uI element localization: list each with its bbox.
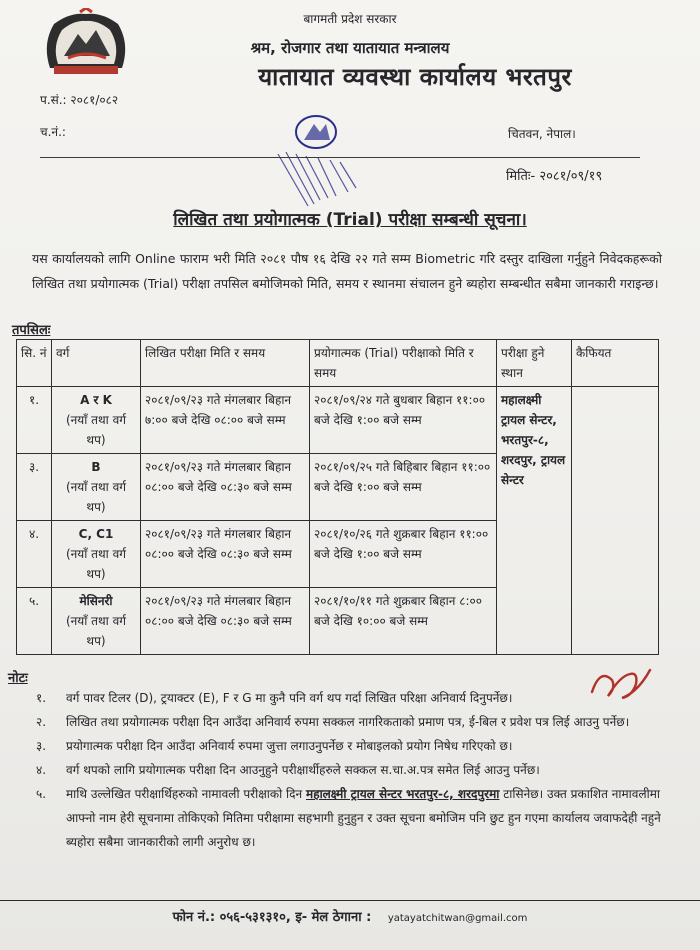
class-note: (नयाँ तथा वर्ग थप) (65, 614, 127, 648)
class-note: (नयाँ तथा वर्ग थप) (65, 413, 127, 447)
row-sn: ३. (17, 454, 52, 521)
row-sn: ५. (17, 588, 52, 655)
list-item (36, 734, 676, 758)
note-text: वर्ग पावर टिलर (D), ट्रयाक्टर (E), F र G मा कुनै पनि वर्ग थप गर्दा लिखित परिक्षा अनिवार्य दिनुपर्नेछ। (66, 691, 513, 705)
note-number: १. (36, 691, 47, 705)
notice-date: मितिः- २०८१/०९/१९ (506, 169, 603, 184)
col-header-sn: सि. नं (17, 340, 52, 387)
row-sn: ४. (17, 521, 52, 588)
row-written-date: २०८१/०९/२३ गते मंगलबार बिहान ७:०० बजे देखि ०८:०० बजे सम्म (141, 387, 310, 454)
notice-title: लिखित तथा प्रयोगात्मक (Trial) परीक्षा सम्बन्धी सूचना। (173, 210, 527, 230)
list-item (36, 686, 676, 710)
row-class (52, 588, 141, 655)
note-text: प्रयोगात्मक परीक्षा दिन आउँदा अनिवार्य रुपमा जुत्ता लगाउनुपर्नेछ र मोबाइलको प्रयोग निषेध गरिएको छ। (66, 739, 513, 753)
note-text: माथि उल्लेखित परीक्षार्थिहरुको नामावली परीक्षाको दिन (66, 787, 307, 801)
row-class (52, 387, 141, 454)
notes-label: नोटः (8, 671, 28, 686)
col-header-written: लिखित परीक्षा मिति र समय (141, 340, 310, 387)
row-written-date: २०८१/०९/२३ गते मंगलबार बिहान ०८:०० बजे देखि ०८:३० बजे सम्म (141, 454, 310, 521)
row-class (52, 454, 141, 521)
reference-number: प.सं.: २०८१/०८२ (40, 93, 119, 107)
note-number: २. (36, 715, 47, 729)
class-name: B (91, 460, 101, 474)
row-trial-date: २०८१/१०/११ गते शुक्रबार बिहान ८:०० बजे देखि १०:०० बजे सम्म (310, 588, 497, 655)
dispatch-number: च.नं.: (40, 125, 66, 139)
class-name: A र K (80, 393, 112, 407)
col-header-remarks: कैफियत (572, 340, 659, 387)
class-note: (नयाँ तथा वर्ग थप) (65, 480, 127, 514)
exam-schedule-table (16, 339, 659, 655)
row-trial-date: २०८१/१०/२६ गते शुक्रबार बिहान ११:०० बजे देखि १:०० बजे सम्म (310, 521, 497, 588)
exam-venue: महालक्ष्मी ट्रायल सेन्टर, भरतपुर-८, शरदपुर, ट्रायल सेन्टर (497, 387, 572, 655)
note-text: लिखित तथा प्रयोगात्मक परीक्षा दिन आउँदा अनिवार्य रुपमा सक्कल नागरिकताको प्रमाण पत्र, ई-बिल र प्रवेश पत्र लिई आउनु पर्नेछ। (66, 715, 630, 729)
remarks-cell (572, 387, 659, 655)
class-name: मेसिनरी (79, 594, 113, 608)
row-trial-date: २०८१/०९/२५ गते बिहिबार बिहान ११:०० बजे देखि १:०० बजे सम्म (310, 454, 497, 521)
col-header-trial: प्रयोगात्मक (Trial) परीक्षाको मिति र समय (310, 340, 497, 387)
note-number: ३. (36, 739, 47, 753)
row-sn: १. (17, 387, 52, 454)
ministry-name: श्रम, रोजगार तथा यातायात मन्त्रालय (250, 39, 450, 57)
footer-email: yatayatchitwan@gmail.com (387, 913, 528, 924)
col-header-class: वर्ग (52, 340, 141, 387)
note-number: ४. (36, 763, 47, 777)
office-name: यातायात व्यवस्था कार्यालय भरतपुर (258, 63, 572, 91)
note-text-continued: टासिनेछ। उक्त प्रकाशित नामावलीमा आफ्नो नाम हेरी सूचनामा तोकिएको मितिमा परीक्षामा सहभागी हुनुहुन र उक्त सूचना बमोजिम पनि छुट हुन गएमा कार्यालय जवाफदेही नहुने ब्यहोरा सबैमा जानकारीको लागी अनुरोध छ। (66, 787, 661, 849)
row-written-date: २०८१/०९/२३ गते मंगलबार बिहान ०८:०० बजे देखि ०८:३० बजे सम्म (141, 521, 310, 588)
row-written-date: २०८१/०९/२३ गते मंगलबार बिहान ०८:०० बजे देखि ०८:३० बजे सम्म (141, 588, 310, 655)
footer-divider (0, 900, 700, 901)
notes-list (36, 686, 676, 854)
table-row (17, 387, 659, 454)
list-item (36, 782, 676, 854)
table-header-row (17, 340, 659, 387)
row-class (52, 521, 141, 588)
footer-contact (0, 907, 700, 925)
note-text: वर्ग थपको लागि प्रयोगात्मक परीक्षा दिन आउनुहुने परीक्षार्थीहरुले सक्कल स.चा.अ.पत्र समेत लिई आउनु पर्नेछ। (66, 763, 540, 777)
list-item (36, 710, 676, 734)
note-number: ५. (36, 787, 47, 801)
class-note: (नयाँ तथा वर्ग थप) (65, 547, 127, 581)
notice-intro: यस कार्यालयको लागि Online फाराम भरी मिति २०८१ पौष १६ देखि २२ गते सम्म Biometric गरि दस्तुर दाखिला गर्नुहुने निवेदकहरूको लिखित तथा प्रयोगात्मक (Trial) परीक्षा तपसिल बमोजिमको मिति, समय र स्थानमा संचालन हुने ब्यहोरा सम्बन्धीत सबैमा जानकारी गराइन्छ। (32, 251, 662, 291)
schedule-label: तपसिलः (12, 323, 51, 338)
office-location: चितवन, नेपाल। (508, 127, 576, 141)
row-trial-date: २०८१/०९/२४ गते बुधबार बिहान ११:०० बजे देखि १:०० बजे सम्म (310, 387, 497, 454)
col-header-venue: परीक्षा हुने स्थान (497, 340, 572, 387)
office-seal-stamp (268, 108, 364, 212)
note-venue-highlight: महालक्ष्मी ट्रायल सेन्टर भरतपुर-८, शरदपुरमा (306, 787, 500, 801)
list-item (36, 758, 676, 782)
govt-name: बागमती प्रदेश सरकार (303, 12, 397, 26)
footer-phone: फोन नं.: ०५६-५३१३१०, इ- मेल ठेगाना : (172, 910, 372, 925)
class-name: C, C1 (78, 527, 114, 541)
header-divider (40, 157, 640, 158)
